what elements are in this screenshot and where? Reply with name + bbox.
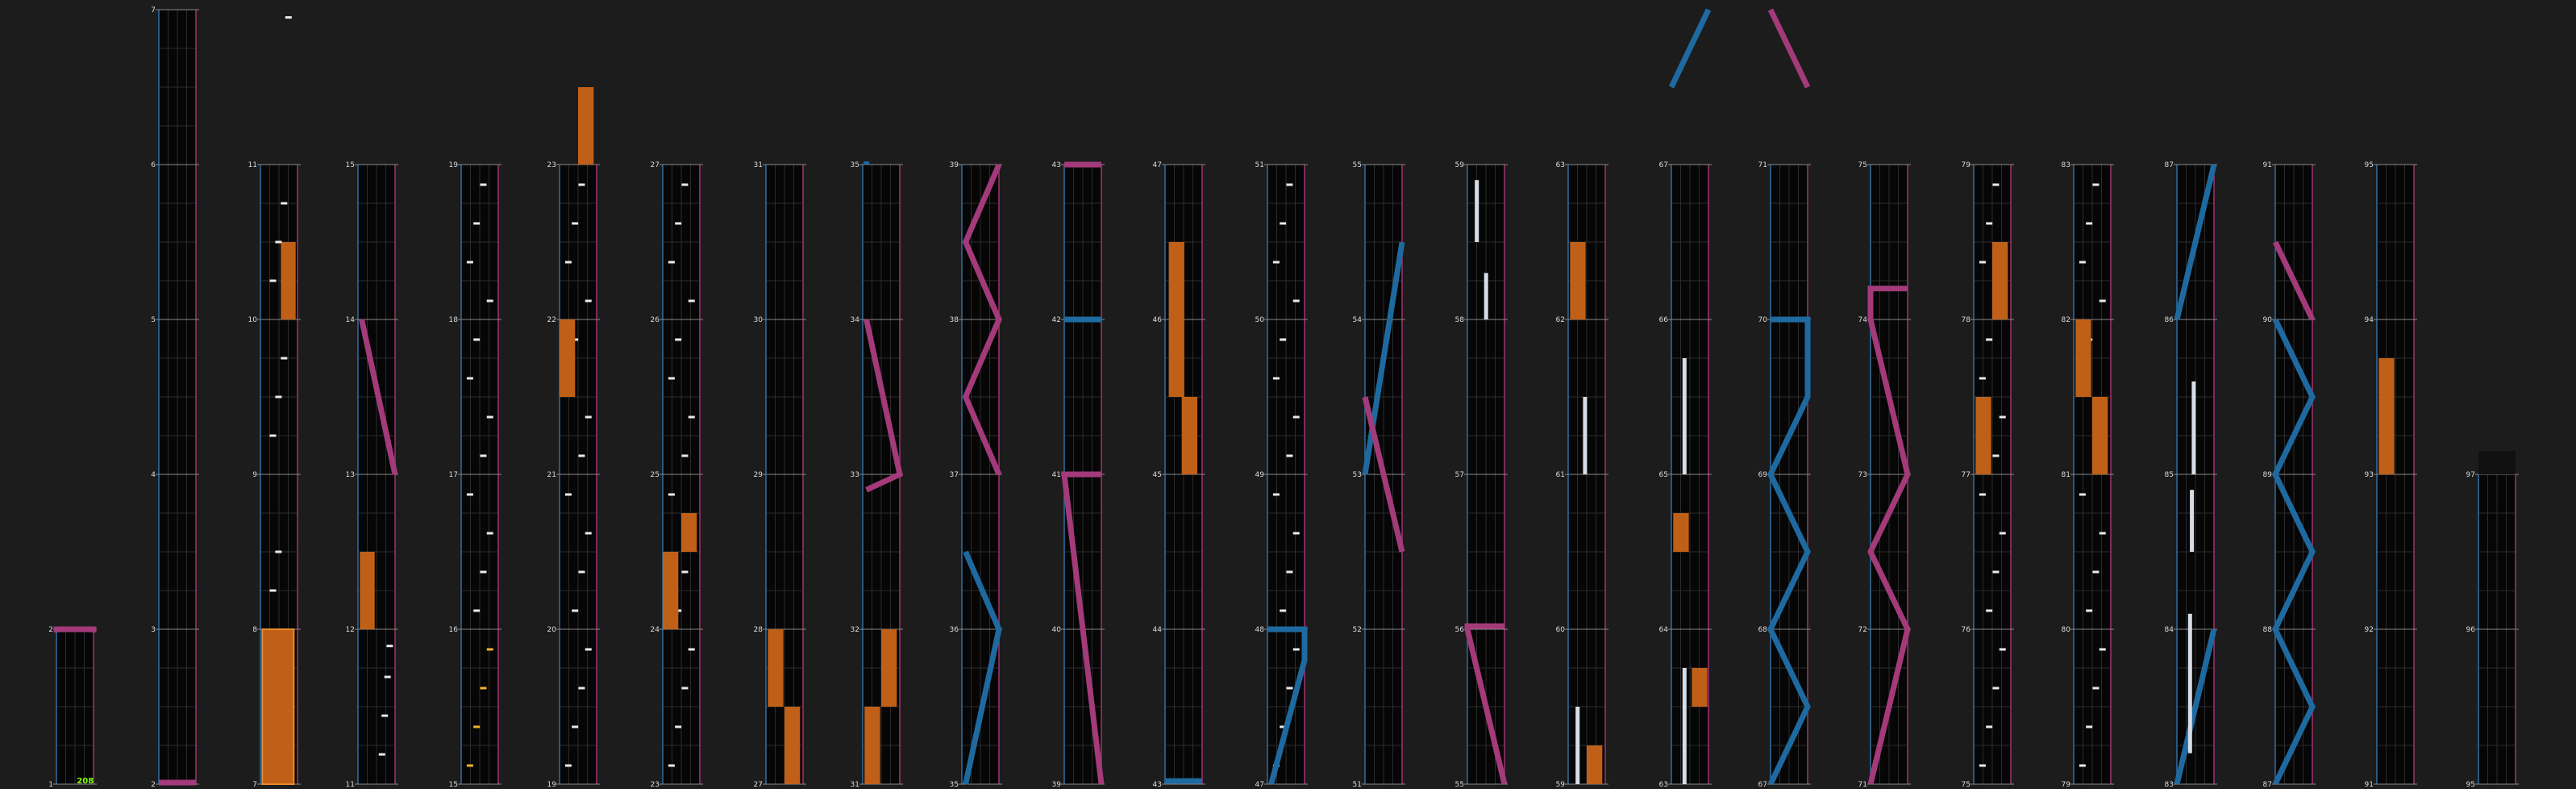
measure-number: 17 <box>448 471 458 479</box>
measure-number: 81 <box>2061 471 2070 479</box>
stream-bar <box>1583 397 1587 474</box>
measure-number: 68 <box>1758 626 1767 634</box>
tap-note <box>275 396 281 399</box>
stream-bar <box>1575 707 1579 784</box>
measure-number: 83 <box>2061 161 2070 169</box>
measure-number: 43 <box>1152 781 1162 789</box>
tap-note <box>1273 493 1280 495</box>
hold-note <box>360 552 374 629</box>
tap-note <box>467 493 473 495</box>
measure-number: 47 <box>1255 781 1264 789</box>
measure-number: 3 <box>151 626 156 634</box>
measure-number: 97 <box>2466 471 2475 479</box>
tap-note <box>689 415 695 418</box>
measure-number: 6 <box>151 161 156 169</box>
tap-note <box>1986 222 1992 224</box>
tap-note <box>572 725 578 728</box>
tap-note <box>467 764 473 766</box>
measure-number: 27 <box>650 161 660 169</box>
tap-note <box>281 357 287 360</box>
stream-bar <box>1683 358 1687 474</box>
slide-line <box>1771 10 1808 87</box>
tap-note <box>270 590 277 592</box>
measure-number: 66 <box>1658 316 1668 324</box>
measure-number: 89 <box>2262 471 2272 479</box>
measure-number: 65 <box>1658 471 1668 479</box>
stream-bar <box>2191 382 2195 474</box>
tap-note <box>668 261 675 263</box>
column-21 <box>2062 161 2114 789</box>
tap-note <box>281 202 287 205</box>
tap-note <box>385 676 391 678</box>
measure-number: 55 <box>1454 781 1464 789</box>
column-6 <box>547 161 600 789</box>
tap-note <box>565 261 572 263</box>
tap-note <box>2100 299 2106 302</box>
measure-number: 55 <box>1352 161 1362 169</box>
tap-note <box>386 645 393 647</box>
tap-note <box>487 299 493 302</box>
column-25 <box>2466 471 2519 789</box>
measure-number: 37 <box>949 471 959 479</box>
measure-number: 47 <box>1152 161 1162 169</box>
measure-number: 76 <box>1961 626 1970 634</box>
column-13 <box>1255 161 1308 789</box>
hold-note <box>560 319 575 397</box>
tap-note <box>285 16 292 19</box>
column-24 <box>2365 161 2417 789</box>
measure-number: 71 <box>1858 781 1867 789</box>
measure-number: 20 <box>547 626 556 634</box>
measure-number: 26 <box>650 316 660 324</box>
measure-number: 53 <box>1352 471 1362 479</box>
measure-number: 52 <box>1352 626 1362 634</box>
tap-note <box>565 764 572 766</box>
measure-number: 69 <box>1758 471 1767 479</box>
tap-note <box>487 415 493 418</box>
measure-number: 24 <box>650 626 660 634</box>
tap-note <box>578 183 585 186</box>
hold-note <box>768 629 783 707</box>
slide-line <box>1671 10 1708 87</box>
hold-note <box>1587 745 1602 784</box>
hold-note <box>663 552 678 629</box>
tap-note <box>467 261 473 263</box>
measure-number: 60 <box>1555 626 1565 634</box>
lane-extension <box>2478 451 2516 474</box>
tap-note <box>572 609 578 612</box>
measure-number: 57 <box>1454 471 1464 479</box>
column-10 <box>950 161 1002 789</box>
tap-note <box>578 687 585 689</box>
measure-number: 83 <box>2164 781 2174 789</box>
measure-number: 41 <box>1051 471 1061 479</box>
tap-note <box>480 570 486 573</box>
tap-note <box>2086 609 2092 612</box>
measure-number: 62 <box>1555 316 1565 324</box>
tap-note <box>480 183 486 186</box>
tap-note <box>1992 183 1999 186</box>
measure-number: 22 <box>547 316 556 324</box>
measure-number: 14 <box>345 316 355 324</box>
measure-number: 38 <box>949 316 959 324</box>
measure-number: 48 <box>1255 626 1264 634</box>
measure-number: 63 <box>1658 781 1668 789</box>
measure-number: 32 <box>850 626 859 634</box>
hold-note <box>1182 397 1197 474</box>
measure-number: 39 <box>949 161 959 169</box>
measure-number: 8 <box>252 626 257 634</box>
measure-number: 50 <box>1255 316 1264 324</box>
tap-note <box>2079 764 2086 766</box>
tap-note <box>2086 222 2092 224</box>
measure-number: 4 <box>151 471 156 479</box>
measure-number: 78 <box>1961 316 1970 324</box>
measure-number: 92 <box>2364 626 2374 634</box>
measure-number: 63 <box>1555 161 1565 169</box>
measure-number: 19 <box>547 781 556 789</box>
hold-note <box>2378 358 2394 474</box>
tap-note <box>1286 183 1292 186</box>
hold-note <box>2092 397 2108 474</box>
measure-number: 11 <box>345 781 355 789</box>
hold-note <box>2075 319 2091 397</box>
measure-number: 95 <box>2364 161 2374 169</box>
hold-note <box>1992 242 2008 319</box>
measure-number: 67 <box>1758 781 1767 789</box>
tap-note <box>668 493 675 495</box>
tap-note <box>1986 725 1992 728</box>
tap-note <box>2092 687 2099 689</box>
measure-number: 35 <box>850 161 859 169</box>
measure-number: 82 <box>2061 316 2070 324</box>
hold-note <box>1570 242 1585 319</box>
tap-note <box>487 532 493 534</box>
tap-note <box>1992 454 1999 457</box>
tap-note <box>2092 570 2099 573</box>
tap-note <box>585 648 592 650</box>
measure-number: 80 <box>2061 626 2070 634</box>
measure-number: 28 <box>753 626 763 634</box>
tap-note <box>1992 687 1999 689</box>
tap-note <box>1273 377 1280 379</box>
measure-number: 61 <box>1555 471 1565 479</box>
measure-number: 31 <box>850 781 859 789</box>
column-4 <box>346 161 398 789</box>
measure-number: 79 <box>2061 781 2070 789</box>
hold-note <box>578 87 593 165</box>
measure-number: 21 <box>547 471 556 479</box>
measure-number: 54 <box>1352 316 1362 324</box>
tap-note <box>2079 493 2086 495</box>
measure-number: 1 <box>48 781 53 789</box>
tap-note <box>578 570 585 573</box>
measure-number: 7 <box>252 781 257 789</box>
measure-number: 23 <box>650 781 660 789</box>
tap-note <box>1979 261 1986 263</box>
hold-note <box>1169 319 1184 397</box>
tap-note <box>689 299 695 302</box>
measure-number: 58 <box>1454 316 1464 324</box>
stream-bar <box>1475 180 1479 242</box>
hold-note <box>1692 668 1707 707</box>
measure-number: 31 <box>753 161 763 169</box>
measure-number: 27 <box>753 781 763 789</box>
measure-number: 51 <box>1255 161 1264 169</box>
measure-number: 2 <box>48 626 53 634</box>
measure-number: 2 <box>151 781 156 789</box>
tap-note <box>675 725 681 728</box>
tap-note <box>487 648 493 650</box>
measure-number: 72 <box>1858 626 1867 634</box>
measure-number: 91 <box>2364 781 2374 789</box>
measure-number: 12 <box>345 626 355 634</box>
measure-number: 35 <box>949 781 959 789</box>
tap-note <box>467 377 473 379</box>
measure-number: 46 <box>1152 316 1162 324</box>
tap-note <box>275 551 281 553</box>
measure-number: 56 <box>1454 626 1464 634</box>
measure-number: 85 <box>2164 471 2174 479</box>
column-5 <box>449 161 501 789</box>
tap-note <box>565 493 572 495</box>
measure-number: 39 <box>1051 781 1061 789</box>
combo-counter: 208 <box>77 777 94 786</box>
tap-note <box>1979 377 1986 379</box>
stream-bar <box>1683 668 1687 784</box>
measure-number: 13 <box>345 471 355 479</box>
measure-number: 36 <box>949 626 959 634</box>
measure-number: 93 <box>2364 471 2374 479</box>
measure-number: 75 <box>1858 161 1867 169</box>
tap-note <box>473 338 480 340</box>
measure-number: 43 <box>1051 161 1061 169</box>
tap-note <box>572 222 578 224</box>
tap-note <box>1979 493 1986 495</box>
measure-number: 71 <box>1758 161 1767 169</box>
tap-note <box>1986 609 1992 612</box>
measure-number: 59 <box>1555 781 1565 789</box>
measure-number: 30 <box>753 316 763 324</box>
column-19 <box>1858 161 1911 789</box>
tap-note <box>473 222 480 224</box>
tap-note <box>473 609 480 612</box>
measure-number: 11 <box>248 161 257 169</box>
tap-note <box>675 338 681 340</box>
hold-note <box>881 629 897 707</box>
tap-note <box>1286 454 1292 457</box>
measure-number: 10 <box>248 316 257 324</box>
tap-note <box>2100 532 2106 534</box>
hold-note <box>281 242 295 319</box>
tap-note <box>1280 338 1286 340</box>
tap-note <box>681 454 688 457</box>
measure-number: 75 <box>1961 781 1970 789</box>
tap-note <box>1280 609 1286 612</box>
stream-bar <box>2188 614 2192 754</box>
tap-note <box>2079 261 2086 263</box>
tap-note <box>2100 648 2106 650</box>
tap-note <box>2000 648 2006 650</box>
tap-note <box>275 241 281 244</box>
tap-note <box>1280 222 1286 224</box>
measure-number: 64 <box>1658 626 1668 634</box>
tap-note <box>2086 725 2092 728</box>
measure-number: 25 <box>650 471 660 479</box>
column-2 <box>151 6 199 789</box>
hold-note <box>1169 242 1184 319</box>
tap-note <box>473 725 480 728</box>
measure-number: 23 <box>547 161 556 169</box>
measure-number: 19 <box>448 161 458 169</box>
measure-number: 79 <box>1961 161 1970 169</box>
tap-note <box>681 687 688 689</box>
tap-note <box>1293 299 1300 302</box>
tap-note <box>1293 415 1300 418</box>
measure-number: 40 <box>1051 626 1061 634</box>
measure-number: 70 <box>1758 316 1767 324</box>
measure-number: 77 <box>1961 471 1970 479</box>
tap-note <box>381 715 388 717</box>
tap-note <box>681 570 688 573</box>
measure-number: 95 <box>2466 781 2475 789</box>
hold-note <box>1975 397 1991 474</box>
measure-number: 91 <box>2262 161 2272 169</box>
tap-note <box>675 222 681 224</box>
measure-number: 59 <box>1454 161 1464 169</box>
measure-number: 9 <box>252 471 257 479</box>
tap-note <box>1286 570 1292 573</box>
slide-line <box>56 629 94 632</box>
tap-note <box>270 435 277 437</box>
tap-note <box>585 532 592 534</box>
tap-note <box>1286 687 1292 689</box>
tap-note <box>480 687 486 689</box>
tap-note <box>379 754 385 756</box>
measure-number: 88 <box>2262 626 2272 634</box>
measure-number: 84 <box>2164 626 2174 634</box>
measure-number: 5 <box>151 316 156 324</box>
tap-note <box>1273 261 1280 263</box>
tap-note <box>668 377 675 379</box>
measure-number: 73 <box>1858 471 1867 479</box>
tap-note <box>270 280 277 282</box>
measure-number: 45 <box>1152 471 1162 479</box>
tap-note <box>585 299 592 302</box>
measure-number: 49 <box>1255 471 1264 479</box>
hold-note <box>784 707 800 784</box>
measure-number: 96 <box>2466 626 2475 634</box>
stream-bar <box>1484 273 1488 319</box>
measure-number: 15 <box>448 781 458 789</box>
tap-note <box>689 648 695 650</box>
hold-note <box>681 513 697 552</box>
stream-bar <box>2190 490 2194 552</box>
measure-number: 44 <box>1152 626 1162 634</box>
measure-number: 7 <box>151 6 156 15</box>
tap-note <box>2000 532 2006 534</box>
tap-note <box>1986 338 1992 340</box>
measure-number: 74 <box>1858 316 1867 324</box>
measure-number: 87 <box>2262 781 2272 789</box>
tap-note <box>1293 648 1300 650</box>
tap-note <box>585 415 592 418</box>
measure-number: 87 <box>2164 161 2174 169</box>
measure-number: 86 <box>2164 316 2174 324</box>
tap-note <box>2092 183 2099 186</box>
tap-note <box>1293 532 1300 534</box>
tap-note <box>681 183 688 186</box>
measure-number: 34 <box>850 316 859 324</box>
measure-number: 67 <box>1658 161 1668 169</box>
measure-number: 15 <box>345 161 355 169</box>
column-1 <box>48 626 97 789</box>
hold-note <box>864 707 880 784</box>
hold-note <box>262 629 293 784</box>
tap-note <box>2000 415 2006 418</box>
measure-number: 18 <box>448 316 458 324</box>
tap-note <box>578 454 585 457</box>
measure-number: 42 <box>1051 316 1061 324</box>
hold-note <box>1673 513 1688 552</box>
tap-note <box>480 454 486 457</box>
measure-number: 33 <box>850 471 859 479</box>
measure-number: 16 <box>448 626 458 634</box>
measure-number: 90 <box>2262 316 2272 324</box>
measure-number: 94 <box>2364 316 2374 324</box>
tap-note <box>668 764 675 766</box>
tap-note <box>1992 570 1999 573</box>
tap-note <box>1979 764 1986 766</box>
column-7 <box>651 161 703 789</box>
measure-number: 29 <box>753 471 763 479</box>
measure-number: 51 <box>1352 781 1362 789</box>
